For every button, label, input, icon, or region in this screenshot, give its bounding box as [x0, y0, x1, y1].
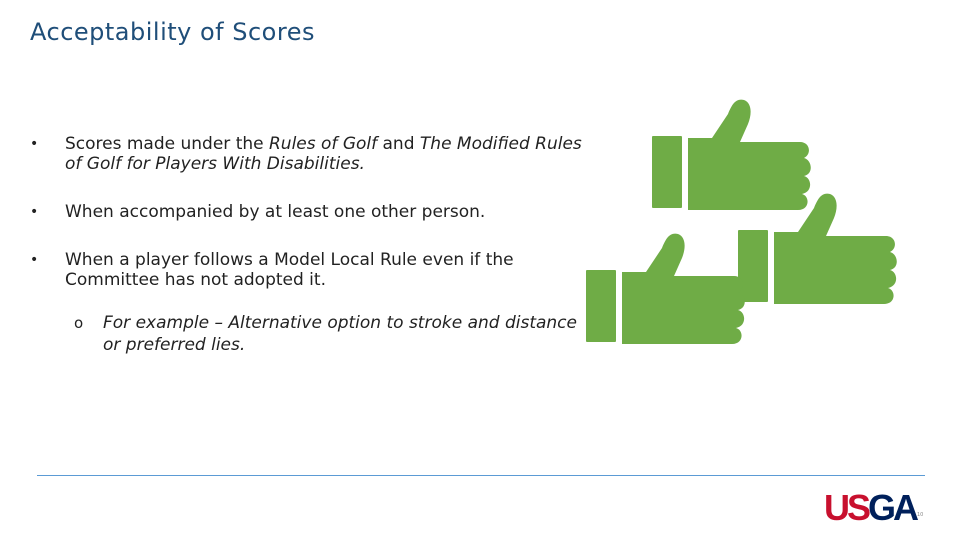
bullet-marker: •	[30, 204, 39, 220]
thumbs-up-icon	[738, 194, 897, 304]
usga-logo	[824, 488, 924, 524]
thumbs-up-group	[580, 90, 900, 370]
bullet-item	[30, 134, 590, 174]
bullet-text: Scores made under the	[65, 134, 269, 154]
bullet-marker: •	[30, 252, 39, 268]
sub-bullet-item	[30, 312, 590, 356]
bullet-marker: •	[30, 136, 39, 152]
bullet-item	[30, 202, 590, 222]
thumbs-up-icon	[586, 234, 745, 344]
thumbs-up-icon	[652, 100, 811, 210]
bullet-text: When a player follows a Model Local Rule even if the Committee has not adopted it.	[65, 250, 514, 290]
bullet-text: When accompanied by at least one other person.	[65, 202, 486, 222]
svg-text:USGA: USGA	[824, 488, 917, 524]
divider-line	[37, 475, 925, 476]
page-title: Acceptability of Scores	[30, 18, 315, 46]
bullet-list	[30, 134, 590, 356]
page-number: 10	[917, 512, 924, 518]
sub-bullet-marker: o	[74, 314, 84, 332]
bullet-italic-text: Rules of Golf	[269, 134, 378, 154]
bullet-italic-text: The Modified Rules of Golf for Players With Disabilities.	[65, 134, 582, 174]
sub-bullet-text: For example – Alternative option to stroke and distance or preferred lies.	[103, 313, 577, 355]
bullet-text: and	[377, 134, 420, 154]
bullet-item	[30, 250, 590, 290]
